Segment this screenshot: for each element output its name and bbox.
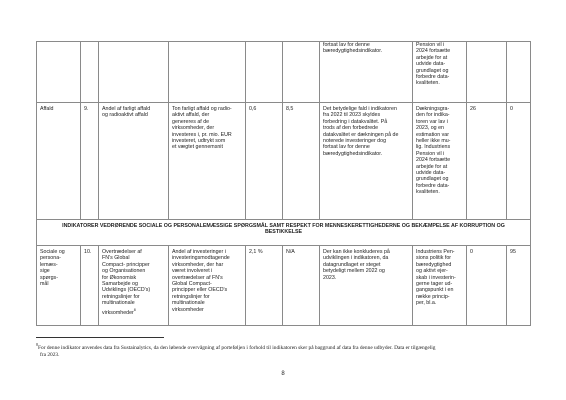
metric-cell: Andel af investeringer i investeringsmodtagende virksomheder, der har været involveret i overtrædelser af FN's Global Compact- principper eller OECD's retningslinjer for multinationale virksomheder — [169, 246, 246, 326]
actions-cell: Industriens Pen- sions politik for bæredygtighed og aktivt ejer- skab i investerin- gerne tager ud- gangspunkt i en række princip- per, bl.a. — [413, 246, 467, 326]
table-row-social — [37, 246, 531, 326]
table-row-affald — [37, 103, 531, 220]
value-2023-cell: N/A — [283, 246, 320, 326]
indicator-cell: Andel af farligt affald og radioaktivt affald — [99, 103, 169, 220]
metric-cell: Ton farligt affald og radio- aktivt affald, der genereres af de virksomheder, der investeres i, pr. mio. EUR investeret, udtrykt som et vægtet gennemsnit — [169, 103, 246, 220]
number-cell: 10. — [81, 246, 99, 326]
value-2022-cell: 2,1 % — [246, 246, 283, 326]
estimated-cell: 0 — [507, 103, 531, 220]
page-number: 8 — [281, 371, 285, 377]
value-2022-cell: 0,6 — [246, 103, 283, 220]
explanation-cell: Det betydelige fald i indikatoren fra 2022 til 2023 skyldes forbedring i datakvalitet. På trods af den forbedrede datakvalitet er dækningen på de noterede investeringer dog fortsat lav for denne bæredygtighedsindikator. — [320, 103, 413, 220]
section-header: INDIKATORER VEDRØRENDE SOCIALE OG PERSONALEMÆSSIGE SPØRGSMÅL SAMT RESPEKT FOR MENNESKERETTIGHEDERNE OG BEKÆMPELSE AF KORRUPTION OG BESTIKKELSE — [37, 220, 531, 246]
value-2023-cell: 8,5 — [283, 103, 320, 220]
actions-cell: Pension vil i 2024 fortsætte arbejde for at udvide data- grundlaget og forbedre data- kvaliteten. — [413, 42, 467, 103]
explanation-cell: fortsat lav for denne bæredygtighedsindikator. — [320, 42, 413, 103]
number-cell: 9. — [81, 103, 99, 220]
footnote: $^8$For denne indikator anvendes data fra Sustainalytics, da den løbende overvågning af porteføljen i forhold til indikatoren sker på baggrund af data fra denne udbyder. Data er tilgængelig fra 2023. — [36, 342, 436, 358]
footnote-number: 8 — [36, 342, 38, 347]
coverage-cell: 0 — [467, 246, 507, 326]
section-header-row — [37, 220, 531, 246]
pai-indicator-table — [36, 41, 531, 326]
footnote-marker: 8 — [133, 307, 136, 312]
estimated-cell: 95 — [507, 246, 531, 326]
indicator-cell: Overtrædelser af FN's Global Compact- principper og Organisationen for Økonomisk Samarbejde og Udviklings (OECD's) retningslinjer for multinationale virksomheder$^8$ — [99, 246, 169, 326]
explanation-cell: Der kan ikke konkluderes på udviklingen i indikatoren, da datagrundlaget er steget betydeligt mellem 2022 og 2023. — [320, 246, 413, 326]
actions-cell: Dækningsgra- den for indika- toren var lav i 2023, og en estimation var heller ikke mu- lig. Industriens Pension vil i 2024 fortsætte arbejde for at udvide data- grundlaget og forbedre data- kvaliteten. — [413, 103, 467, 220]
category-cell: Sociale og persona- lemæs- sige spørgs- mål — [37, 246, 81, 326]
table-row-continued — [37, 42, 531, 103]
footnote-divider — [36, 337, 164, 338]
category-cell: Affald — [37, 103, 81, 220]
coverage-cell: 26 — [467, 103, 507, 220]
